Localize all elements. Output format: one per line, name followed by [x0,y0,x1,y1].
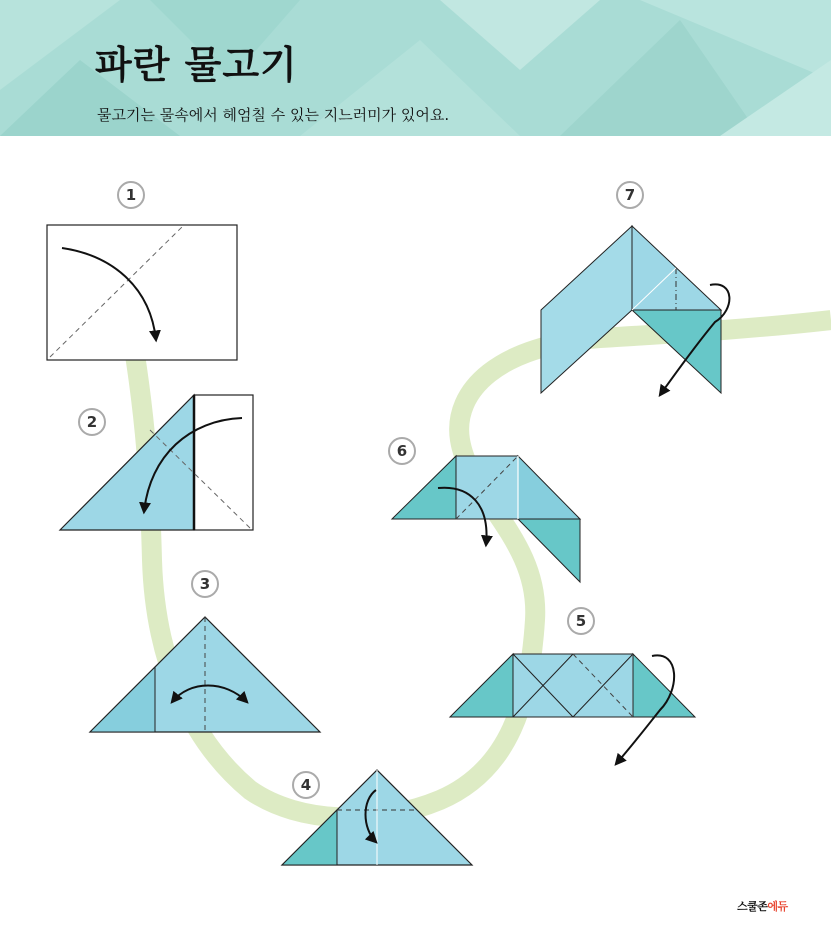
page-title: 파란 물고기 [95,43,298,87]
brand-logo [737,898,788,914]
paper-body [513,654,633,717]
step-1-number: 1 [125,186,137,204]
paper-flap [194,395,253,530]
step-4-number: 4 [300,776,312,794]
step-6 [389,438,580,582]
page-subtitle: 물고기는 물속에서 헤엄칠 수 있는 지느러미가 있어요. [97,106,450,124]
step-7-number: 7 [624,186,636,204]
step-1 [47,182,237,360]
paper-sheet [47,225,237,360]
step-3 [90,571,320,732]
step-6-number: 6 [396,442,408,460]
step-7 [541,182,729,395]
step-5-number: 5 [575,612,587,630]
step-2 [60,395,253,530]
step-3-number: 3 [199,575,211,593]
step-5 [450,608,695,764]
brand-logo-main: 스쿨존 [737,900,768,913]
step-2-number: 2 [86,413,98,431]
brand-logo-accent: 에듀 [767,900,788,913]
paper-left-wing [541,226,632,393]
